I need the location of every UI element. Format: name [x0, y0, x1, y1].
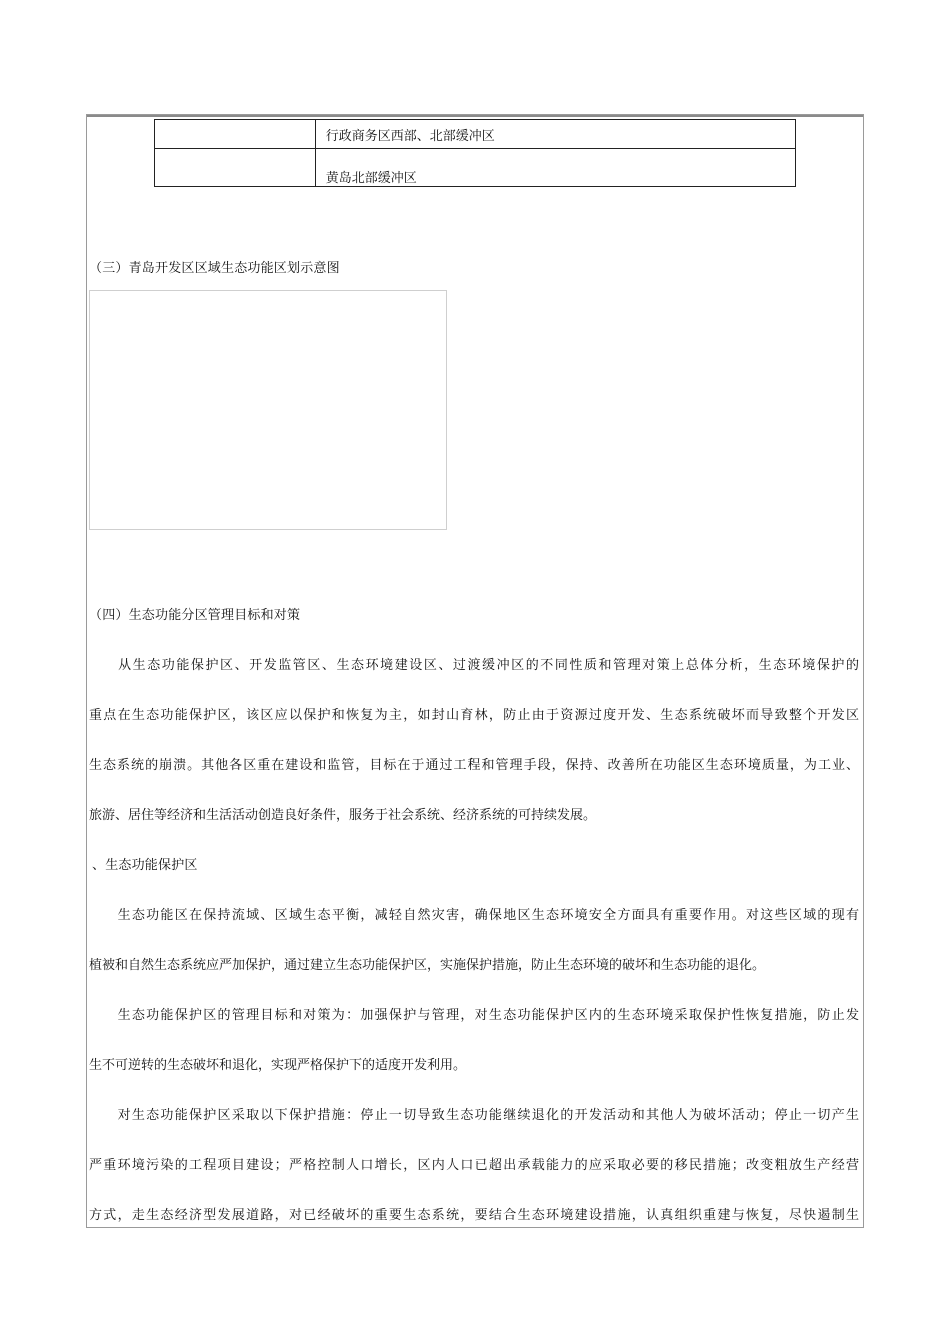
section4-heading: （四）生态功能分区管理目标和对策 [89, 608, 301, 623]
paragraph-line: 方式，走生态经济型发展道路，对已经破坏的重要生态系统，要结合生态环境建设措施，认真组织重建与恢复，尽快遏制生 [89, 1208, 859, 1223]
frame-top-border [87, 115, 863, 117]
table-row [155, 120, 796, 149]
paragraph-line: 从生态功能保护区、开发监管区、生态环境建设区、过渡缓冲区的不同性质和管理对策上总体分析，生态环境保护的 [89, 658, 859, 673]
paragraph-line: 对生态功能保护区采取以下保护措施：停止一切导致生态功能继续退化的开发活动和其他人为破坏活动；停止一切产生 [89, 1108, 859, 1123]
paragraph-line: 重点在生态功能保护区，该区应以保护和恢复为主，如封山育林，防止由于资源过度开发、生态系统破坏而导致整个开发区 [89, 708, 859, 723]
paragraph-line: 生态功能保护区的管理目标和对策为：加强保护与管理，对生态功能保护区内的生态环境采取保护性恢复措施，防止发 [89, 1008, 859, 1023]
paragraph-line: 严重环境污染的工程项目建设；严格控制人口增长，区内人口已超出承载能力的应采取必要的移民措施；改变粗放生产经营 [89, 1158, 859, 1173]
paragraph-line: 植被和自然生态系统应严加保护，通过建立生态功能保护区，实施保护措施，防止生态环境的破坏和生态功能的退化。 [89, 958, 766, 973]
paragraph-line: 生不可逆转的生态破坏和退化，实现严格保护下的适度开发利用。 [89, 1058, 467, 1073]
table-cell-left [155, 149, 316, 187]
sub-heading: 、生态功能保护区 [92, 858, 198, 873]
zoning-map-placeholder [89, 290, 447, 530]
table-cell-right: 黄岛北部缓冲区 [315, 149, 795, 187]
table-cell-right: 行政商务区西部、北部缓冲区 [315, 120, 795, 149]
paragraph-line: 生态系统的崩溃。其他各区重在建设和监管，目标在于通过工程和管理手段，保持、改善所在功能区生态环境质量，为工业、 [89, 758, 859, 773]
paragraph-line: 旅游、居住等经济和生活活动创造良好条件，服务于社会系统、经济系统的可持续发展。 [89, 808, 597, 823]
table-row [155, 149, 796, 187]
section3-heading: （三）青岛开发区区域生态功能区划示意图 [89, 261, 340, 276]
zone-table [154, 119, 796, 187]
paragraph-line: 生态功能区在保持流域、区域生态平衡，减轻自然灾害，确保地区生态环境安全方面具有重要作用。对这些区域的现有 [89, 908, 859, 923]
table-cell-left [155, 120, 316, 149]
